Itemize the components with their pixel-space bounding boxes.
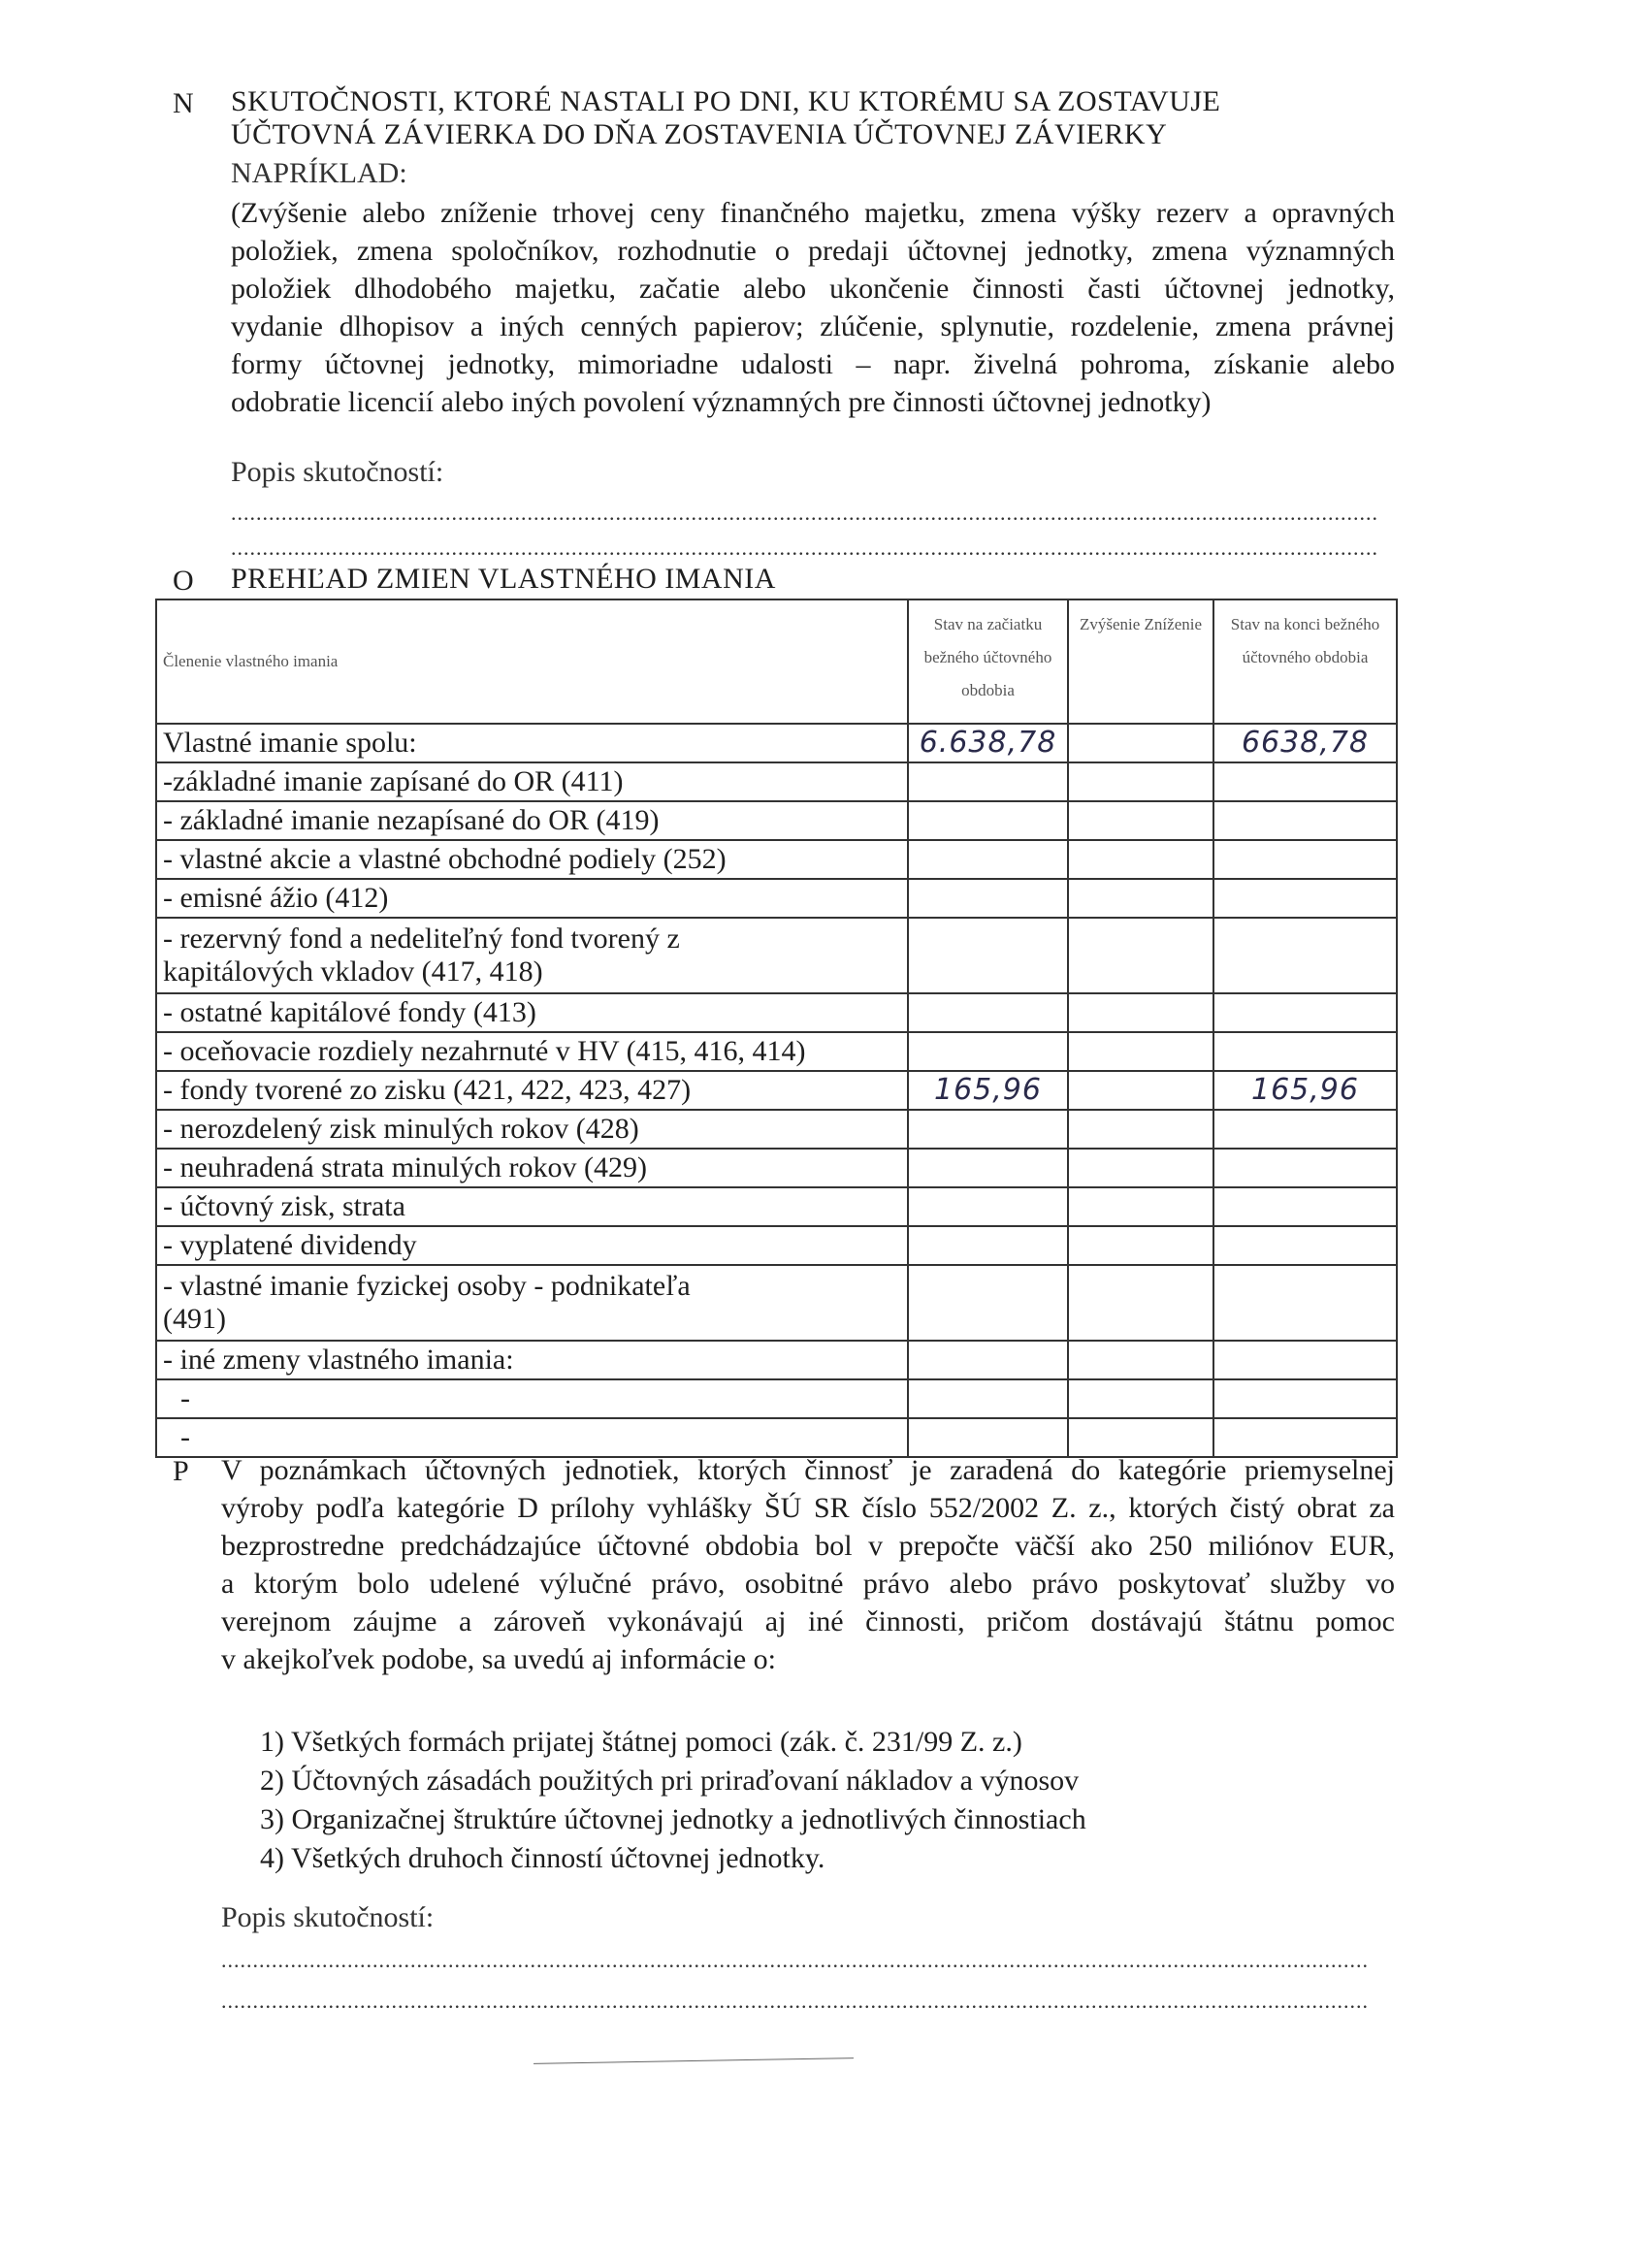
row-label: - [156, 1418, 908, 1457]
end-value [1213, 840, 1397, 879]
example-line-3: položiek dlhodobého majetku, začatie alebo ukončenie činnosti časti účtovnej jednotky, [231, 273, 1395, 305]
change-value [1068, 1265, 1213, 1341]
table-row [156, 1226, 1397, 1265]
end-value [1213, 1149, 1397, 1187]
table-header-row [156, 599, 1397, 724]
table-row [156, 724, 1397, 762]
row-label: - rezervný fond a nedeliteľný fond tvorený z kapitálových vkladov (417, 418) [156, 918, 908, 993]
change-value [1068, 1341, 1213, 1379]
section-p-paragraph [221, 1451, 1395, 1678]
start-value [908, 1032, 1068, 1071]
table-row [156, 1341, 1397, 1379]
row-label: - vlastné akcie a vlastné obchodné podiely (252) [156, 840, 908, 879]
table-row [156, 1265, 1397, 1341]
popis-label-n: Popis skutočností: [231, 456, 444, 488]
p-line-3: bezprostredne predchádzajúce účtovné obdobia bol v prepočte väčší ako 250 miliónov EUR, [221, 1530, 1395, 1562]
start-value [908, 1226, 1068, 1265]
start-value [908, 762, 1068, 801]
start-value: 165,96 [908, 1071, 1068, 1110]
start-value [908, 1149, 1068, 1187]
header-change: Zvýšenie Zníženie [1068, 599, 1213, 724]
list-item: 3) Organizačnej štruktúre účtovnej jednotky a jednotlivých činnostiach [260, 1803, 1086, 1835]
fill-line-p-1: ...................................................................................................................................................................................... [221, 1948, 1369, 1972]
row-label: - vyplatené dividendy [156, 1226, 908, 1265]
table-row [156, 993, 1397, 1032]
header-start: Stav na začiatku bežného účtovného obdobia [908, 599, 1068, 724]
fill-line-n-1: ...................................................................................................................................................................................... [231, 501, 1378, 525]
example-line-2: položiek, zmena spoločníkov, rozhodnutie o predaji účtovnej jednotky, zmena významných [231, 235, 1395, 267]
change-value [1068, 762, 1213, 801]
row-label: - nerozdelený zisk minulých rokov (428) [156, 1110, 908, 1149]
table-row [156, 762, 1397, 801]
list-item: 4) Všetkých druhoch činností účtovnej jednotky. [260, 1842, 825, 1874]
list-item: 1) Všetkých formách prijatej štátnej pomoci (zák. č. 231/99 Z. z.) [260, 1726, 1022, 1758]
section-n-title-line-1: SKUTOČNOSTI, KTORÉ NASTALI PO DNI, KU KTORÉMU SA ZOSTAVUJE [231, 85, 1221, 117]
change-value [1068, 993, 1213, 1032]
table-row [156, 1032, 1397, 1071]
change-value [1068, 724, 1213, 762]
row-label: Vlastné imanie spolu: [156, 724, 908, 762]
section-o-letter: O [173, 565, 195, 597]
row-label: - [156, 1379, 908, 1418]
start-value [908, 1265, 1068, 1341]
change-value [1068, 840, 1213, 879]
row-label: - ostatné kapitálové fondy (413) [156, 993, 908, 1032]
end-value [1213, 1032, 1397, 1071]
section-n-letter: N [173, 87, 195, 119]
change-value [1068, 1110, 1213, 1149]
start-value: 6.638,78 [908, 724, 1068, 762]
row-label: -základné imanie zapísané do OR (411) [156, 762, 908, 801]
section-n-title [231, 85, 1395, 151]
start-value [908, 1187, 1068, 1226]
example-paragraph [231, 194, 1395, 421]
end-value [1213, 1187, 1397, 1226]
row-label: - iné zmeny vlastného imania: [156, 1341, 908, 1379]
end-value [1213, 1341, 1397, 1379]
table-row [156, 1187, 1397, 1226]
table-row [156, 1149, 1397, 1187]
list-item: 2) Účtovných zásadách použitých pri priraďovaní nákladov a výnosov [260, 1765, 1080, 1797]
change-value [1068, 918, 1213, 993]
table-row [156, 918, 1397, 993]
p-line-4: a ktorým bolo udelené výlučné právo, osobitné právo alebo právo poskytovať služby vo [221, 1568, 1395, 1600]
popis-label-p: Popis skutočností: [221, 1901, 435, 1933]
change-value [1068, 1379, 1213, 1418]
p-line-2: výroby podľa kategórie D prílohy vyhlášky ŠÚ SR číslo 552/2002 Z. z., ktorých čistý obrat za [221, 1492, 1395, 1524]
table-row [156, 1110, 1397, 1149]
change-value [1068, 879, 1213, 918]
stray-line [534, 2057, 854, 2064]
end-value [1213, 993, 1397, 1032]
row-label: - emisné ážio (412) [156, 879, 908, 918]
end-value [1213, 879, 1397, 918]
start-value [908, 840, 1068, 879]
row-label: - účtovný zisk, strata [156, 1187, 908, 1226]
info-list [260, 1723, 1086, 1878]
section-p-letter: P [173, 1455, 190, 1487]
table-row [156, 840, 1397, 879]
end-value [1213, 762, 1397, 801]
start-value [908, 1341, 1068, 1379]
example-line-6: odobratie licencií alebo iných povolení významných pre činnosti účtovnej jednotky) [231, 386, 1212, 418]
example-line-4: vydanie dlhopisov a iných cenných papierov; zlúčenie, splynutie, rozdelenie, zmena právnej [231, 310, 1395, 342]
change-value [1068, 1149, 1213, 1187]
start-value [908, 879, 1068, 918]
equity-changes-table [155, 599, 1398, 1458]
end-value [1213, 1226, 1397, 1265]
row-label: - oceňovacie rozdiely nezahrnuté v HV (415, 416, 414) [156, 1032, 908, 1071]
example-line-1: (Zvýšenie alebo zníženie trhovej ceny finančného majetku, zmena výšky rezerv a opravných [231, 197, 1395, 229]
change-value [1068, 1071, 1213, 1110]
change-value [1068, 1032, 1213, 1071]
change-value [1068, 1226, 1213, 1265]
start-value [908, 1379, 1068, 1418]
p-line-1: V poznámkach účtovných jednotiek, ktorých činnosť je zaradená do kategórie priemyselnej [221, 1454, 1395, 1486]
end-value [1213, 1265, 1397, 1341]
table-row [156, 879, 1397, 918]
header-breakdown: Členenie vlastného imania [156, 599, 908, 724]
p-line-6: v akejkoľvek podobe, sa uvedú aj informácie o: [221, 1643, 777, 1675]
end-value: 6638,78 [1213, 724, 1397, 762]
row-label: - základné imanie nezapísané do OR (419) [156, 801, 908, 840]
row-label: - fondy tvorené zo zisku (421, 422, 423, 427) [156, 1071, 908, 1110]
fill-line-n-2: ...................................................................................................................................................................................... [231, 535, 1378, 560]
end-value [1213, 918, 1397, 993]
table-row [156, 801, 1397, 840]
section-n-title-line-2: ÚČTOVNÁ ZÁVIERKA DO DŇA ZOSTAVENIA ÚČTOVNEJ ZÁVIERKY [231, 118, 1168, 150]
table-row [156, 1071, 1397, 1110]
end-value [1213, 1379, 1397, 1418]
section-o-title: PREHĽAD ZMIEN VLASTNÉHO IMANIA [231, 563, 776, 595]
row-label: - neuhradená strata minulých rokov (429) [156, 1149, 908, 1187]
header-end: Stav na konci bežného účtovného obdobia [1213, 599, 1397, 724]
start-value [908, 993, 1068, 1032]
example-line-5: formy účtovnej jednotky, mimoriadne udalosti – napr. živelná pohroma, získanie alebo [231, 348, 1395, 380]
change-value [1068, 801, 1213, 840]
fill-line-p-2: ...................................................................................................................................................................................... [221, 1989, 1369, 2013]
start-value [908, 801, 1068, 840]
p-line-5: verejnom záujme a zároveň vykonávajú aj iné činnosti, pričom dostávajú štátnu pomoc [221, 1605, 1395, 1637]
row-label: - vlastné imanie fyzickej osoby - podnikateľa (491) [156, 1265, 908, 1341]
change-value [1068, 1187, 1213, 1226]
start-value [908, 1110, 1068, 1149]
end-value [1213, 1110, 1397, 1149]
end-value: 165,96 [1213, 1071, 1397, 1110]
table-row [156, 1379, 1397, 1418]
example-label: NAPRÍKLAD: [231, 157, 407, 189]
end-value [1213, 801, 1397, 840]
start-value [908, 918, 1068, 993]
